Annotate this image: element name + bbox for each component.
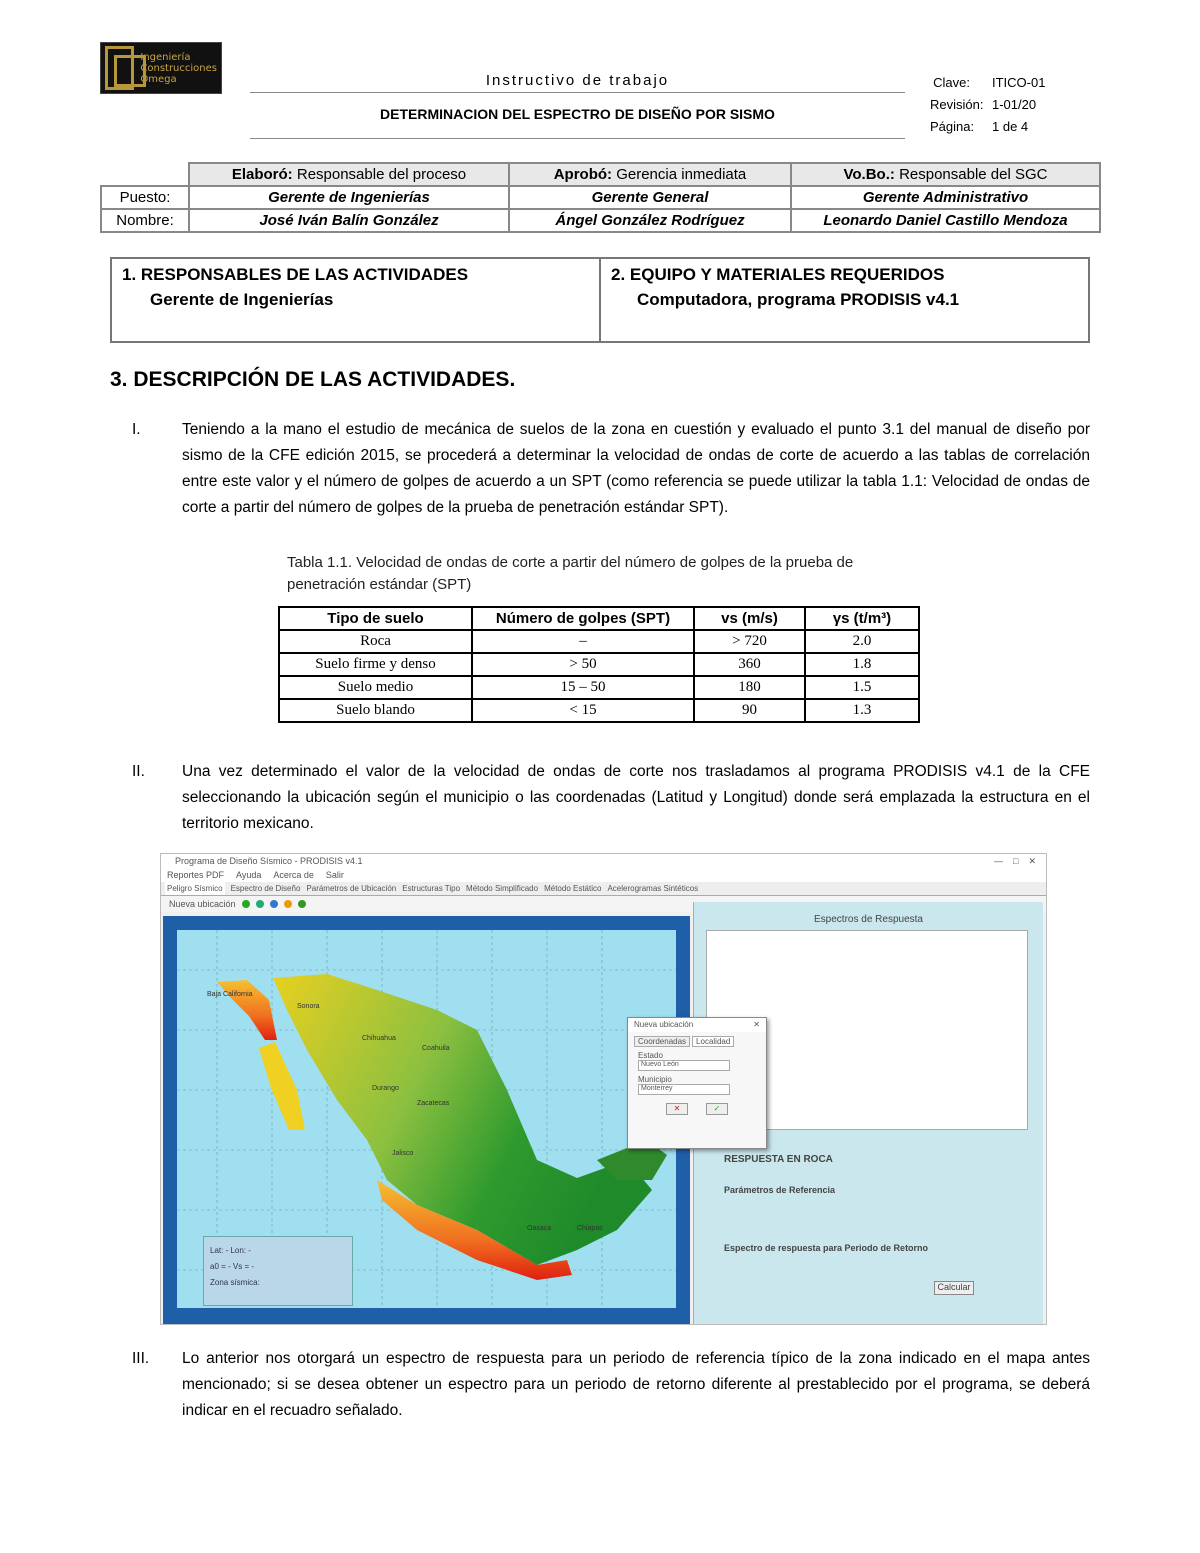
calculate-button[interactable]: Calcular [934, 1281, 974, 1295]
nombre-aprobo: Ángel González Rodríguez [509, 209, 791, 232]
prodisis-screenshot [160, 853, 1047, 1325]
svg-text:Baja California: Baja California [207, 991, 253, 998]
document-type: Instructivo de trabajo [485, 72, 670, 89]
document-title: DETERMINACION DEL ESPECTRO DE DISEÑO POR SISMO [380, 106, 775, 122]
svg-text:Chiapas: Chiapas [577, 1225, 603, 1232]
search-icon[interactable] [256, 900, 264, 908]
svg-text:Oaxaca: Oaxaca [527, 1225, 552, 1232]
window-controls-icon: — □ ✕ [994, 856, 1036, 866]
svg-text:Zacatecas: Zacatecas [417, 1100, 450, 1107]
menu-item[interactable]: Salir [325, 870, 344, 880]
cancel-icon[interactable]: ✕ [666, 1103, 688, 1115]
meta-revision: 1-01/20 [992, 97, 1037, 112]
requirements-boxes [110, 257, 1090, 343]
puesto-vobo: Gerente Administrativo [791, 186, 1100, 209]
baja-sur-shape [259, 1042, 305, 1130]
tab-bar [161, 882, 1046, 896]
puesto-aprobo: Gerente General [509, 186, 791, 209]
window-titlebar: Programa de Diseño Sísmico - PRODISIS v4.1 — □ ✕ [161, 854, 1046, 868]
menu-item[interactable]: Ayuda [236, 870, 262, 880]
estado-select[interactable]: Nuevo León [638, 1060, 730, 1071]
svg-text:Chihuahua: Chihuahua [362, 1035, 396, 1042]
tab[interactable]: Método Simplificado [466, 884, 539, 893]
spt-table: Tipo de suelo Número de golpes (SPT) vs (m/s) γs (t/m³) Roca – > 720 2.0 Suelo firme y denso > 50 360 1.8 Suelo medio 15 – 50 180 1.5 Suelo blando < 15 90 1.3 [278, 606, 920, 723]
zoom-icon[interactable] [270, 900, 278, 908]
header-divider [250, 92, 905, 93]
document-meta: Clave: ITICO-01 Revisión: 1-01/20 Página: 1 de 4 [930, 72, 1045, 138]
logo-text: Ingeniería Construcciones Omega [140, 51, 217, 85]
map-area[interactable] [177, 930, 676, 1308]
baja-california-shape [217, 980, 277, 1040]
map-frame [163, 916, 690, 1324]
new-location-button[interactable]: Nueva ubicación [169, 899, 236, 909]
table-row: Roca – > 720 2.0 [279, 630, 919, 653]
accept-icon[interactable]: ✓ [706, 1103, 728, 1115]
table-row: Suelo firme y denso > 50 360 1.8 [279, 653, 919, 676]
tab[interactable]: Método Estático [544, 884, 602, 893]
tab[interactable]: Espectro de Diseño [230, 884, 301, 893]
responsables-box: 1. RESPONSABLES DE LAS ACTIVIDADES Gerente de Ingenierías [122, 265, 469, 309]
tab[interactable]: Parámetros de Ubicación [306, 884, 397, 893]
menu-item[interactable]: Acerca de [273, 870, 314, 880]
table-caption: Tabla 1.1. Velocidad de ondas de corte a partir del número de golpes de la prueba de penetración estándar (SPT) [287, 554, 854, 593]
mainland-shape [273, 974, 652, 1265]
nombre-vobo: Leonardo Daniel Castillo Mendoza [791, 209, 1100, 232]
table-row: Suelo medio 15 – 50 180 1.5 [279, 676, 919, 699]
activity-item: II. Una vez determinado el valor de la velocidad de ondas de corte nos trasladamos al programa PRODISIS v4.1 de la CFE seleccionando la ubicación según el municipio o las coordenadas (Latitud y Longitud) donde será emplazada la estructura en el territorio mexicano. [132, 763, 1090, 832]
municipio-select[interactable]: Monterrey [638, 1084, 730, 1095]
run-icon[interactable] [242, 900, 250, 908]
map-info-box: Lat: - Lon: - a0 = - Vs = - Zona sísmica: [203, 1236, 353, 1306]
header-divider [250, 138, 905, 139]
hand-icon[interactable] [284, 900, 292, 908]
activity-item: I. Teniendo a la mano el estudio de mecánica de suelos de la zona en cuestión y evaluado el punto 3.1 del manual de diseño por sismo de la CFE edición 2015, se procederá a determinar la velocidad de ondas de corte de acuerdo a las tablas de correlación entre este valor y el número de golpes de acuerdo a un SPT (como referencia se puede utilizar la tabla 1.1: Velocidad de ondas de corte a partir del número de golpes de la prueba de penetración estándar SPT). [132, 421, 1090, 516]
table-row: Suelo blando < 15 90 1.3 [279, 699, 919, 722]
svg-text:Durango: Durango [372, 1085, 399, 1092]
company-logo [100, 42, 222, 94]
new-location-dialog: Nueva ubicación ✕ Coordenadas Localidad Estado Nuevo León Municipio Monterrey ✕ ✓ [627, 1017, 767, 1149]
globe-icon[interactable] [298, 900, 306, 908]
meta-pagina: 1 de 4 [992, 119, 1029, 134]
panel-title: Espectros de Respuesta [814, 914, 923, 925]
nombre-elaboro: José Iván Balín González [189, 209, 509, 232]
activity-item: III. Lo anterior nos otorgará un espectro de respuesta para un periodo de referencia típico de la zona indicado en el mapa antes mencionado; si se desea obtener un espectro para un periodo de retorno diferente al prestablecido por el programa, se deberá indicar en el recuadro señalado. [132, 1350, 1090, 1419]
tab[interactable]: Acelerogramas Sintéticos [607, 884, 699, 893]
svg-text:Jalisco: Jalisco [392, 1150, 414, 1157]
close-icon[interactable]: ✕ [753, 1020, 760, 1029]
approval-table: Elaboró: Responsable del proceso Aprobó: Gerencia inmediata Vo.Bo.: Responsable del SGC Puesto: Gerente de Ingenierías Gerente General Gerente Administrativo Nombre: José Iván Balín González Ángel González Rodríguez Leonardo Daniel Castillo Mendoza [100, 162, 1101, 233]
svg-text:Coahuila: Coahuila [422, 1045, 450, 1052]
equipo-box: 2. EQUIPO Y MATERIALES REQUERIDOS Computadora, programa PRODISIS v4.1 [599, 259, 1088, 341]
tab[interactable]: Peligro Sísmico [167, 884, 223, 893]
logo-mark-icon [105, 46, 134, 90]
section-title: 3. DESCRIPCIÓN DE LAS ACTIVIDADES. [110, 368, 516, 391]
menu-bar [161, 868, 1046, 882]
tab-localidad[interactable]: Localidad [692, 1036, 734, 1047]
tab-coordenadas[interactable]: Coordenadas [634, 1036, 690, 1047]
results-area: RESPUESTA EN ROCA Parámetros de Referencia Espectro de respuesta para Periodo de Retorno Calcular [724, 1154, 974, 1295]
svg-text:Sonora: Sonora [297, 1003, 320, 1010]
menu-item[interactable]: Reportes PDF [167, 870, 225, 880]
tab[interactable]: Estructuras Tipo [402, 884, 461, 893]
puesto-elaboro: Gerente de Ingenierías [189, 186, 509, 209]
meta-clave: ITICO-01 [992, 75, 1046, 90]
